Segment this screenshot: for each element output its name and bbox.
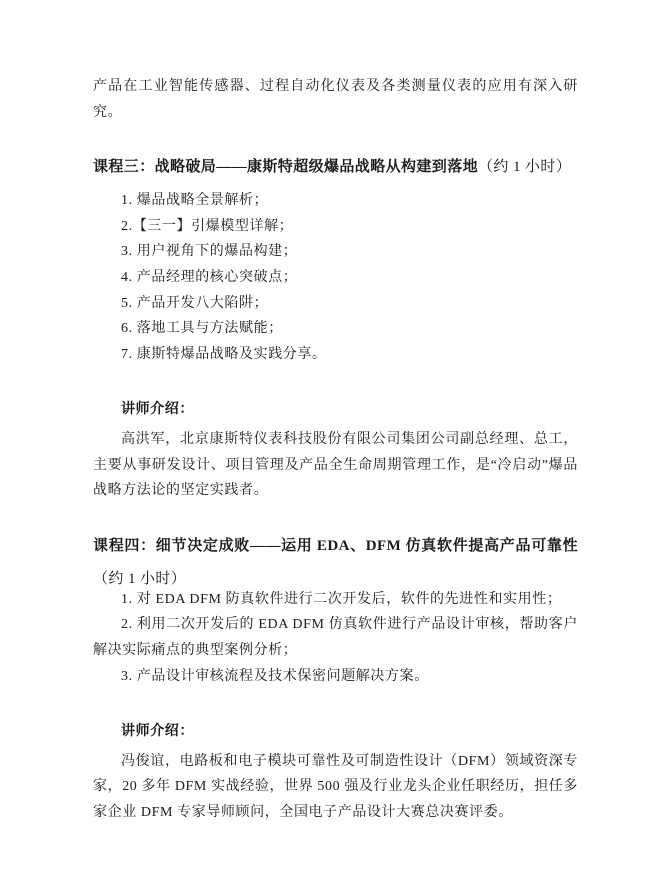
course3-item-5: 5. 产品开发八大陷阱；	[121, 295, 269, 311]
course3-item-6: 6. 落地工具与方法赋能；	[121, 321, 283, 337]
course4-lecturer-heading: 讲师介绍：	[121, 724, 194, 740]
course4-item-2: 2. 利用二次开发后的 EDA DFM 仿真软件进行产品设计审核，帮助客户解决实际痛点的典型案例分析；	[93, 617, 578, 658]
course4-title-text: 课程四：细节决定成败——运用 EDA、DFM 仿真软件提高产品可靠性	[93, 537, 578, 554]
course4-duration: （约 1 小时）	[93, 570, 187, 587]
course3-duration: （约 1 小时）	[478, 159, 572, 176]
course3-lecturer-heading: 讲师介绍：	[121, 402, 194, 418]
course4-item-list	[93, 587, 578, 689]
course4-lecturer-bio: 冯俊谊，电路板和电子模块可靠性及可制造性设计（DFM）领域资深专家，20 多年 DFM 实战经验，世界 500 强及行业龙头企业任职经历，担任多家企业 DFM 专家导师顾问，全国电子产品设计大赛总决赛评委。	[93, 753, 578, 820]
course3-lecturer-bio: 高洪军，北京康斯特仪表科技股份有限公司集团公司副总经理、总工，主要从事研发设计、项目管理及产品全生命周期管理工作，是“冷启动”爆品战略方法论的坚定实践者。	[93, 431, 578, 499]
course3-item-1: 1. 爆品战略全景解析；	[121, 193, 269, 209]
course3-item-2: 2.【三一】引爆模型详解；	[121, 218, 294, 234]
course3-title	[93, 151, 578, 184]
intro-paragraph: 产品在工业智能传感器、过程自动化仪表及各类测量仪表的应用有深入研究。	[93, 79, 578, 120]
course3-item-list	[93, 188, 578, 367]
course3-item-4: 4. 产品经理的核心突破点；	[121, 269, 298, 285]
course4-item-3: 3. 产品设计审核流程及技术保密问题解决方案。	[121, 668, 429, 684]
course4-item-1: 1. 对 EDA DFM 防真软件进行二次开发后，软件的先进性和实用性；	[121, 591, 562, 607]
course3-item-7: 7. 康斯特爆品战略及实践分享。	[121, 346, 327, 362]
course3-item-3: 3. 用户视角下的爆品构建；	[121, 244, 298, 260]
course3-title-text: 课程三：战略破局——康斯特超级爆品战略从构建到落地	[93, 159, 479, 176]
